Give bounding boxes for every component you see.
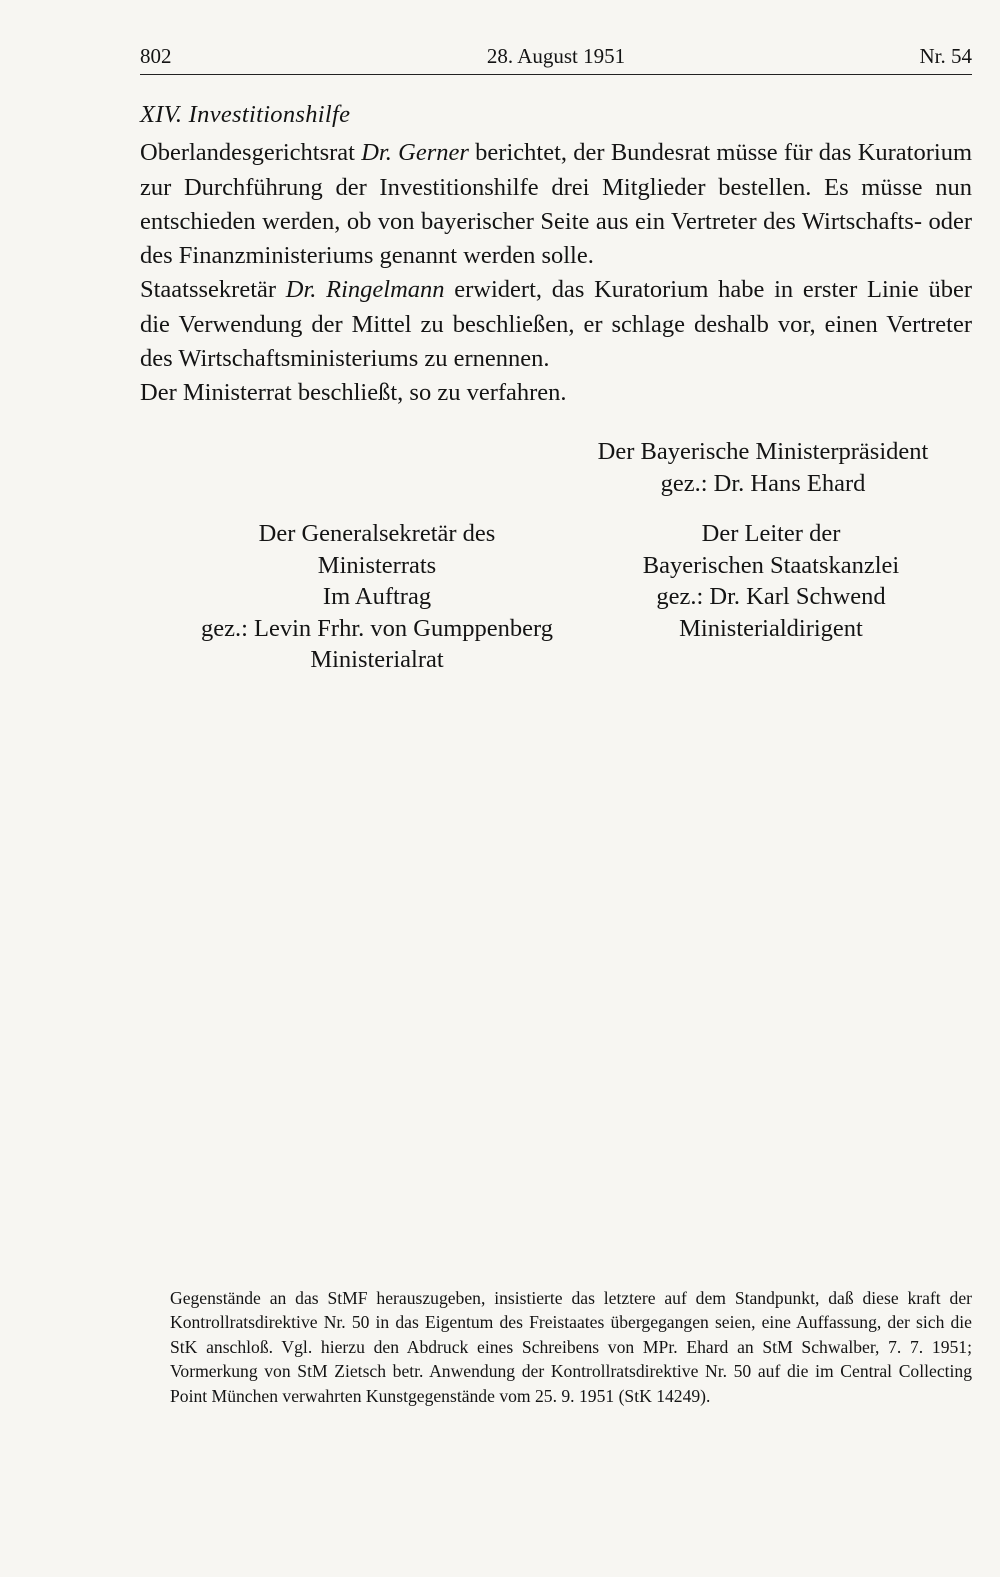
signature-secretary [190,518,564,676]
header-date: 28. August 1951 [486,44,626,68]
signature-secretary-rank: Ministerialrat [310,646,444,674]
issue-number: Nr. 54 [919,44,972,68]
paragraph-ringelmann [140,273,972,376]
signature-chancellery-rank: Ministerialdirigent [679,614,863,642]
signature-secretary-line2: Ministerrats [317,551,437,579]
signature-chancellery [594,518,948,644]
paragraph-gerner-lead: Oberlandesgerichtsrat [140,139,362,167]
footnote [170,1286,972,1408]
paragraph-ringelmann-lead: Staatssekretär [140,276,286,304]
signature-chancellery-line2: Bayerischen Staatskanzlei [642,551,900,579]
speaker-gerner: Dr. Gerner [361,139,469,167]
speaker-ringelmann: Dr. Ringelmann [285,276,445,304]
signature-president-title: Der Bayerische Ministerpräsident [597,438,929,465]
signature-chancellery-line1: Der Leiter der [701,520,841,547]
paragraph-resolution: Der Ministerrat beschließt, so zu verfahren. [140,379,567,407]
main-text [140,98,972,411]
running-header [140,40,972,75]
signature-president-name: gez.: Dr. Hans Ehard [660,469,866,497]
paragraph-gerner-body: berichtet, der Bundesrat müsse für das Kuratorium zur Durchführung der Investitionshilfe drei Mitglieder bestellen. Es müsse nun entschieden werden, ob von bayerischer Seite aus ein Vertreter des Wirtschafts- oder des Finanzministeriums genannt werden solle. [140,139,972,270]
signature-secretary-line1: Der Generalsekretär des [258,520,496,547]
signature-secretary-name: gez.: Levin Frhr. von Gumppenberg [200,614,553,642]
paragraph-ringelmann-body: erwidert, das Kuratorium habe in erster Linie über die Verwendung der Mittel zu beschließen, er schlage deshalb vor, einen Vertreter des Wirtschaftsministeriums zu ernennen. [140,276,972,373]
signature-secretary-line3: Im Auftrag [322,583,432,611]
paragraph-gerner [140,136,972,273]
page-number: 802 [140,44,172,68]
signature-president [576,436,950,499]
signature-chancellery-name: gez.: Dr. Karl Schwend [656,583,886,611]
footnote-text: Gegenstände an das StMF herauszugeben, insistierte das letztere auf dem Standpunkt, daß diese kraft der Kontrollratsdirektive Nr. 50 in das Eigentum des Freistaates übergegangen seien, eine Auffassung, der sich die StK anschloß. Vgl. hierzu den Abdruck eines Schreibens von MPr. Ehard an StM Schwalber, 7. 7. 1951; Vormerkung von StM Zietsch betr. Anwendung der Kontrollratsdirektive Nr. 50 auf die im Central Collecting Point München verwahrten Kunstgegenstände vom 25. 9. 1951 (StK 14249). [170,1288,972,1406]
section-title: XIV. Investitionshilfe [140,101,351,128]
